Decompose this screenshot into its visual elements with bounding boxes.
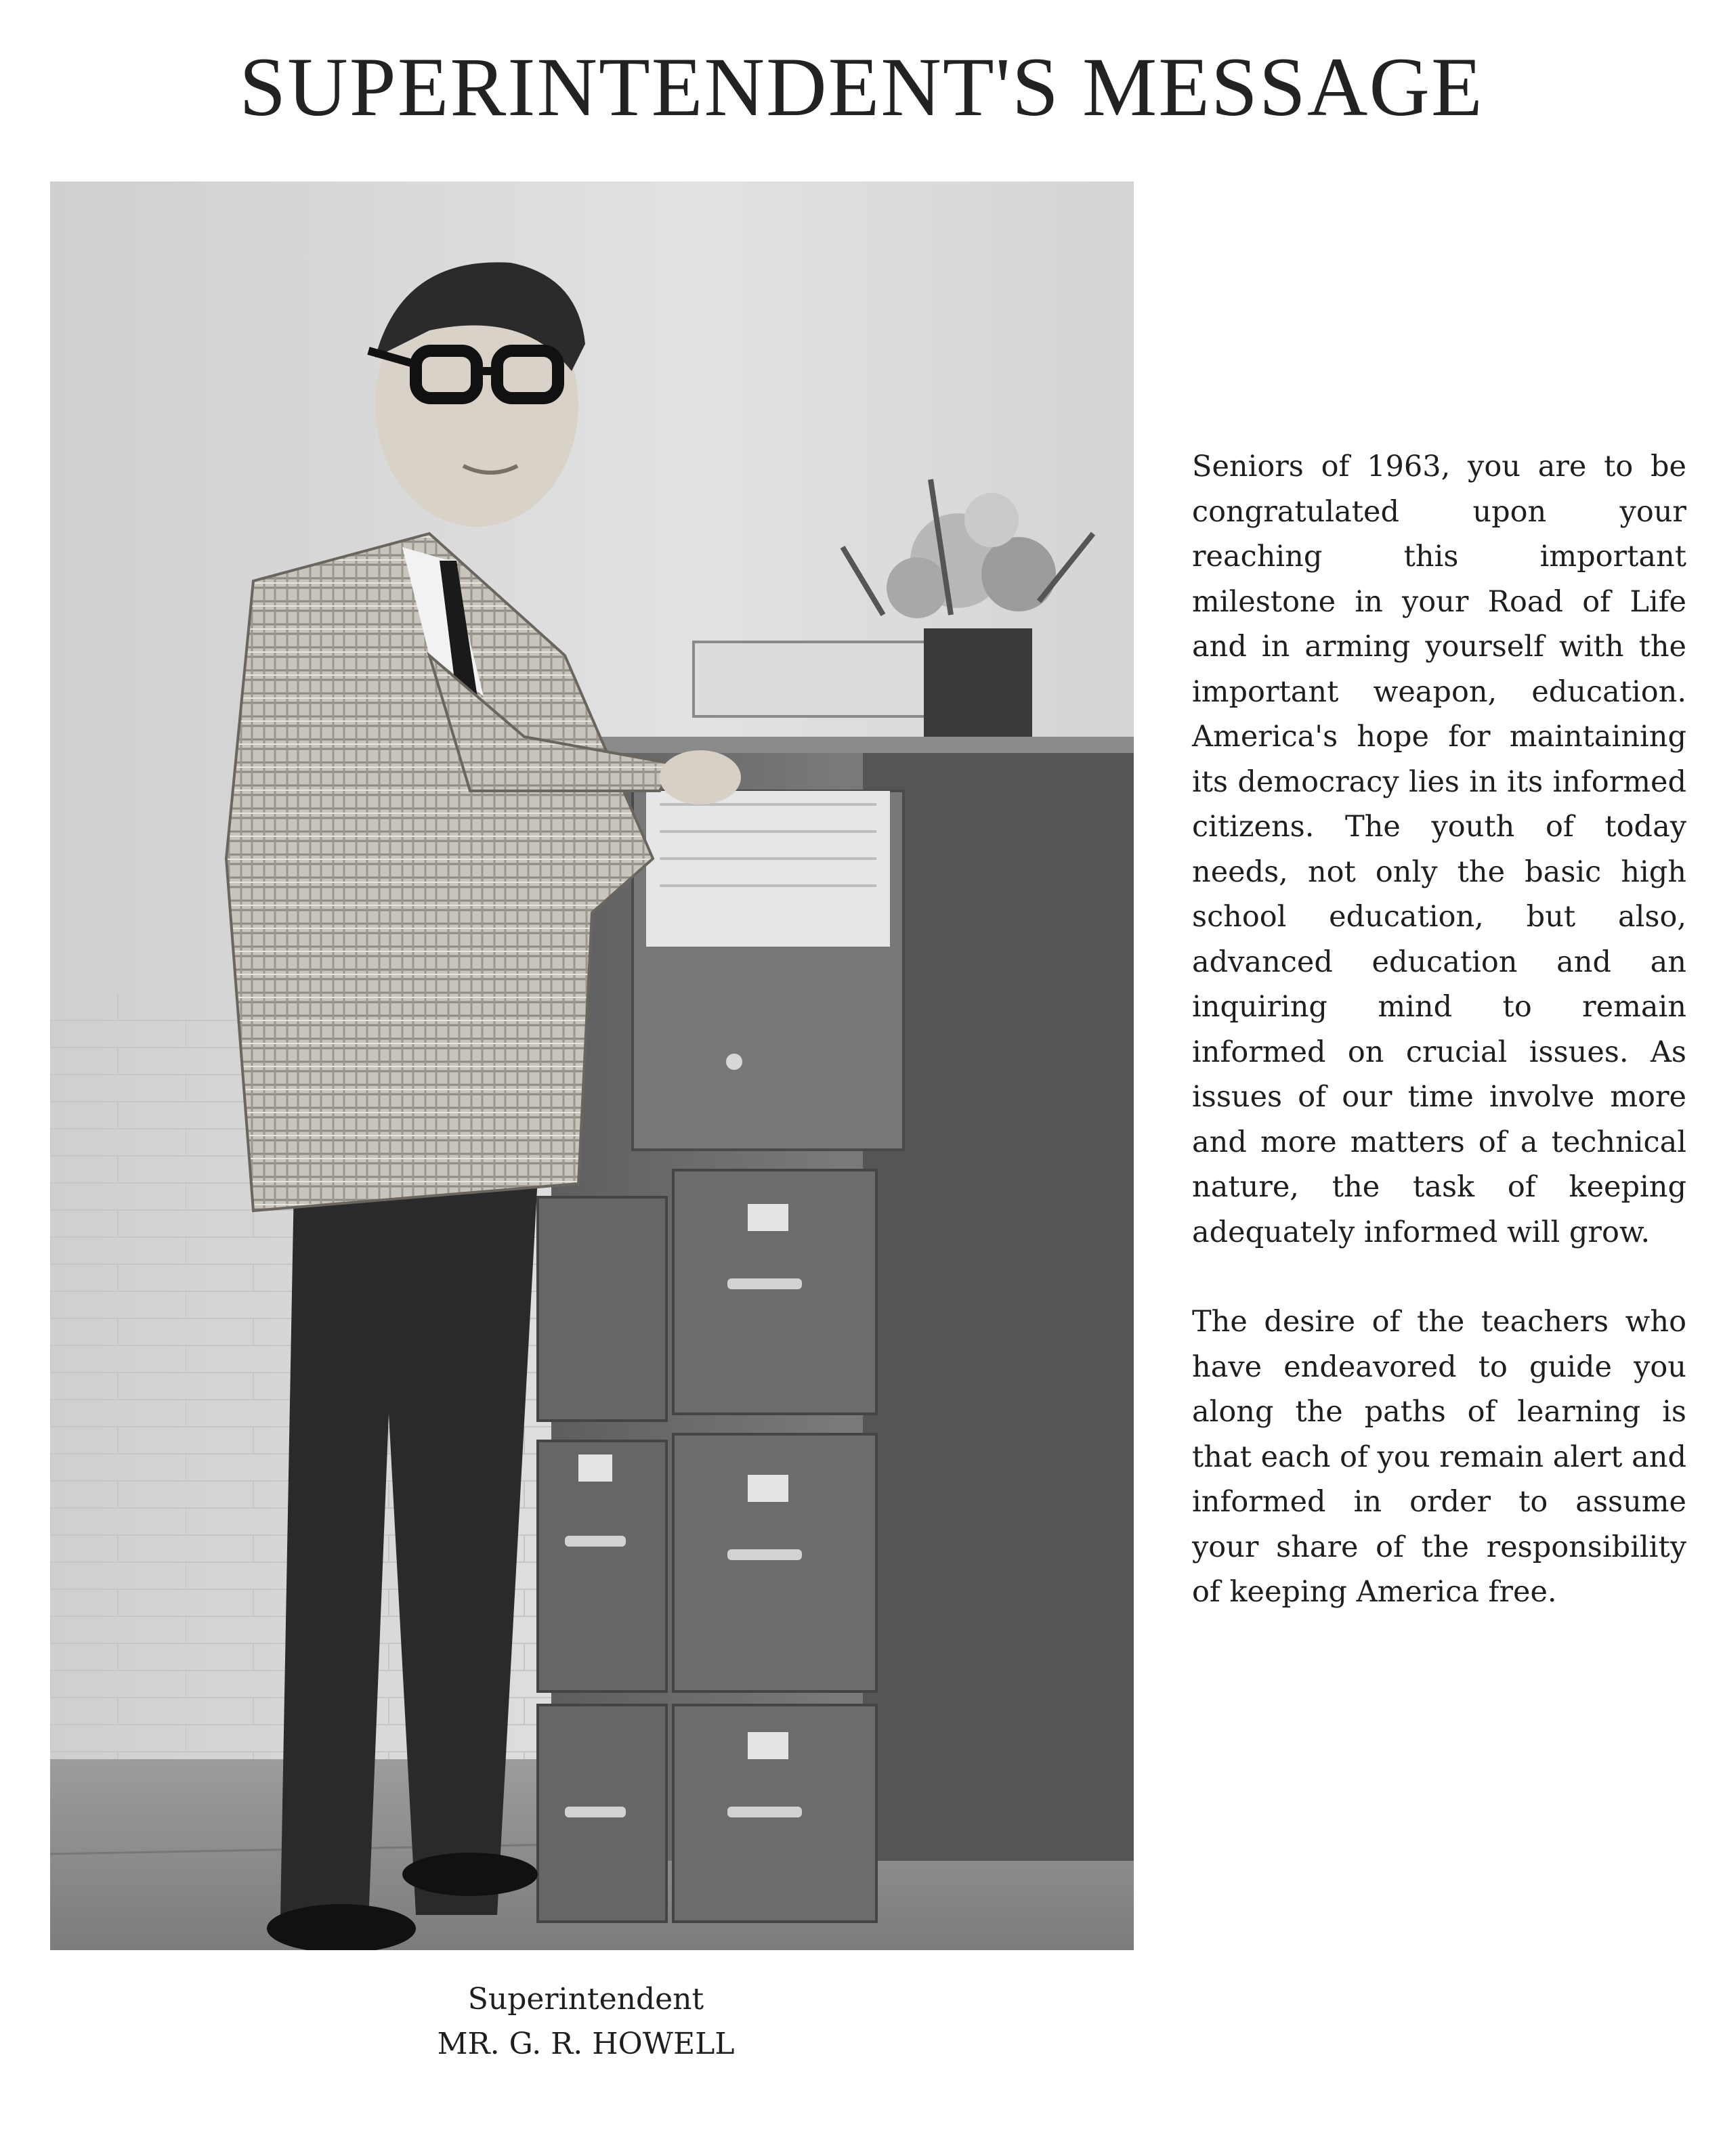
superintendent-message xyxy=(1192,444,1686,1615)
caption-role: Superintendent xyxy=(467,1982,704,2017)
filing-cabinet xyxy=(538,737,1134,1922)
superintendent-photo xyxy=(50,181,1134,1950)
page-title: SUPERINTENDENT'S MESSAGE xyxy=(239,41,1484,133)
message-paragraph: The desire of the teachers who have endeavored to guide you along the paths of learning is that each of you remain alert and informed in order to assume your share of the responsibility of keeping America free. xyxy=(1192,1305,1686,1609)
message-paragraph: Seniors of 1963, you are to be congratulated upon your reaching this important milestone in your Road of Life and in arming yourself with the important weapon, education. America's hope for maintaining its democracy lies in its informed citizens. The youth of today needs, not only the basic high school education, but also, advanced education and an inquiring mind to remain informed on crucial issues. As issues of our time involve more and more matters of a technical nature, the task of keeping adequately informed will grow. xyxy=(1192,450,1686,1249)
caption-name: MR. G. R. HOWELL xyxy=(437,2027,735,2061)
photo-caption xyxy=(366,1977,806,2067)
